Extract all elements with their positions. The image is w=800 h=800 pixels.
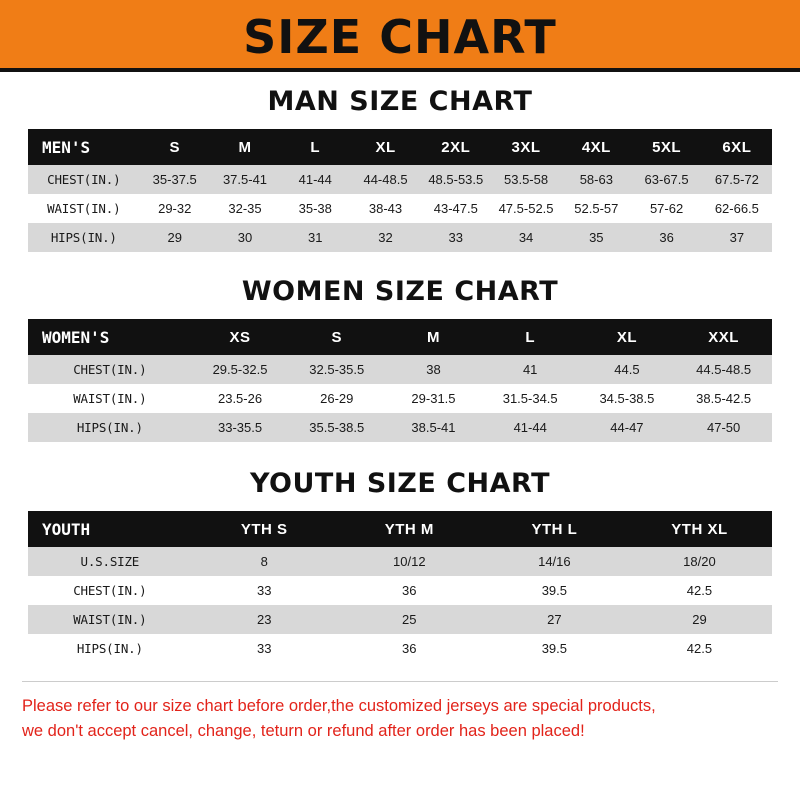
cell: 31.5-34.5: [482, 384, 579, 413]
cell: 41-44: [482, 413, 579, 442]
row-label-chest: CHEST(IN.): [28, 576, 192, 605]
table-row: [28, 355, 772, 384]
cell: 39.5: [482, 634, 627, 663]
cell: 47-50: [675, 413, 772, 442]
cell: 33: [192, 576, 337, 605]
row-label-waist: WAIST(IN.): [28, 194, 140, 223]
cell: 57-62: [631, 194, 701, 223]
table-row: [28, 547, 772, 576]
column-header-xl: XL: [350, 129, 420, 165]
cell: 34: [491, 223, 561, 252]
cell: 42.5: [627, 576, 772, 605]
column-header-womens: WOMEN'S: [28, 319, 192, 355]
column-header-s: S: [288, 319, 385, 355]
column-header-6xl: 6XL: [702, 129, 772, 165]
row-label-us-size: U.S.SIZE: [28, 547, 192, 576]
column-header-youth: YOUTH: [28, 511, 192, 547]
column-header-s: S: [140, 129, 210, 165]
column-header-yth-l: YTH L: [482, 511, 627, 547]
cell: 44.5-48.5: [675, 355, 772, 384]
cell: 35-37.5: [140, 165, 210, 194]
cell: 38.5-42.5: [675, 384, 772, 413]
cell: 43-47.5: [421, 194, 491, 223]
column-header-m: M: [210, 129, 280, 165]
column-header-mens: MEN'S: [28, 129, 140, 165]
cell: 37.5-41: [210, 165, 280, 194]
cell: 33: [192, 634, 337, 663]
cell: 29: [140, 223, 210, 252]
cell: 29-31.5: [385, 384, 482, 413]
content-area: [0, 86, 800, 663]
cell: 41: [482, 355, 579, 384]
table-row: [28, 413, 772, 442]
column-header-3xl: 3XL: [491, 129, 561, 165]
order-policy-note: [22, 681, 778, 744]
note-line-2: we don't accept cancel, change, teturn or refund after order has been placed!: [22, 721, 585, 740]
column-header-l: L: [280, 129, 350, 165]
cell: 8: [192, 547, 337, 576]
cell: 41-44: [280, 165, 350, 194]
cell: 36: [337, 576, 482, 605]
column-header-yth-s: YTH S: [192, 511, 337, 547]
cell: 33-35.5: [192, 413, 289, 442]
cell: 29-32: [140, 194, 210, 223]
cell: 25: [337, 605, 482, 634]
table-row: [28, 384, 772, 413]
cell: 31: [280, 223, 350, 252]
cell: 52.5-57: [561, 194, 631, 223]
row-label-waist: WAIST(IN.): [28, 605, 192, 634]
man-size-chart-title: MAN SIZE CHART: [267, 86, 533, 117]
man-size-table: [28, 129, 772, 252]
cell: 48.5-53.5: [421, 165, 491, 194]
cell: 32: [350, 223, 420, 252]
cell: 67.5-72: [702, 165, 772, 194]
column-header-xxl: XXL: [675, 319, 772, 355]
cell: 18/20: [627, 547, 772, 576]
cell: 44-47: [579, 413, 676, 442]
cell: 29.5-32.5: [192, 355, 289, 384]
column-header-4xl: 4XL: [561, 129, 631, 165]
cell: 36: [337, 634, 482, 663]
column-header-xs: XS: [192, 319, 289, 355]
table-row: [28, 223, 772, 252]
cell: 27: [482, 605, 627, 634]
column-header-2xl: 2XL: [421, 129, 491, 165]
row-label-hips: HIPS(IN.): [28, 413, 192, 442]
cell: 37: [702, 223, 772, 252]
cell: 39.5: [482, 576, 627, 605]
cell: 35.5-38.5: [288, 413, 385, 442]
table-row: [28, 576, 772, 605]
row-label-hips: HIPS(IN.): [28, 634, 192, 663]
cell: 26-29: [288, 384, 385, 413]
cell: 29: [627, 605, 772, 634]
cell: 62-66.5: [702, 194, 772, 223]
women-size-chart-title: WOMEN SIZE CHART: [241, 276, 559, 307]
page-title: SIZE CHART: [243, 10, 557, 64]
row-label-waist: WAIST(IN.): [28, 384, 192, 413]
table-header-row: [28, 511, 772, 547]
column-header-m: M: [385, 319, 482, 355]
cell: 14/16: [482, 547, 627, 576]
note-line-1: Please refer to our size chart before order,the customized jerseys are special products,: [22, 697, 656, 715]
column-header-yth-xl: YTH XL: [627, 511, 772, 547]
table-header-row: [28, 319, 772, 355]
cell: 33: [421, 223, 491, 252]
cell: 58-63: [561, 165, 631, 194]
cell: 23: [192, 605, 337, 634]
table-row: [28, 605, 772, 634]
header-banner: [0, 0, 800, 72]
cell: 38.5-41: [385, 413, 482, 442]
cell: 63-67.5: [631, 165, 701, 194]
cell: 34.5-38.5: [579, 384, 676, 413]
row-label-hips: HIPS(IN.): [28, 223, 140, 252]
cell: 32-35: [210, 194, 280, 223]
cell: 36: [631, 223, 701, 252]
youth-size-chart-title: YOUTH SIZE CHART: [249, 468, 551, 499]
table-row: [28, 194, 772, 223]
cell: 23.5-26: [192, 384, 289, 413]
cell: 10/12: [337, 547, 482, 576]
column-header-5xl: 5XL: [631, 129, 701, 165]
cell: 42.5: [627, 634, 772, 663]
table-header-row: [28, 129, 772, 165]
column-header-l: L: [482, 319, 579, 355]
women-size-table: [28, 319, 772, 442]
cell: 44.5: [579, 355, 676, 384]
youth-size-table: [28, 511, 772, 663]
table-row: [28, 634, 772, 663]
cell: 32.5-35.5: [288, 355, 385, 384]
cell: 38-43: [350, 194, 420, 223]
cell: 35-38: [280, 194, 350, 223]
cell: 53.5-58: [491, 165, 561, 194]
column-header-yth-m: YTH M: [337, 511, 482, 547]
row-label-chest: CHEST(IN.): [28, 165, 140, 194]
cell: 47.5-52.5: [491, 194, 561, 223]
cell: 30: [210, 223, 280, 252]
cell: 44-48.5: [350, 165, 420, 194]
cell: 38: [385, 355, 482, 384]
table-row: [28, 165, 772, 194]
cell: 35: [561, 223, 631, 252]
column-header-xl: XL: [579, 319, 676, 355]
row-label-chest: CHEST(IN.): [28, 355, 192, 384]
